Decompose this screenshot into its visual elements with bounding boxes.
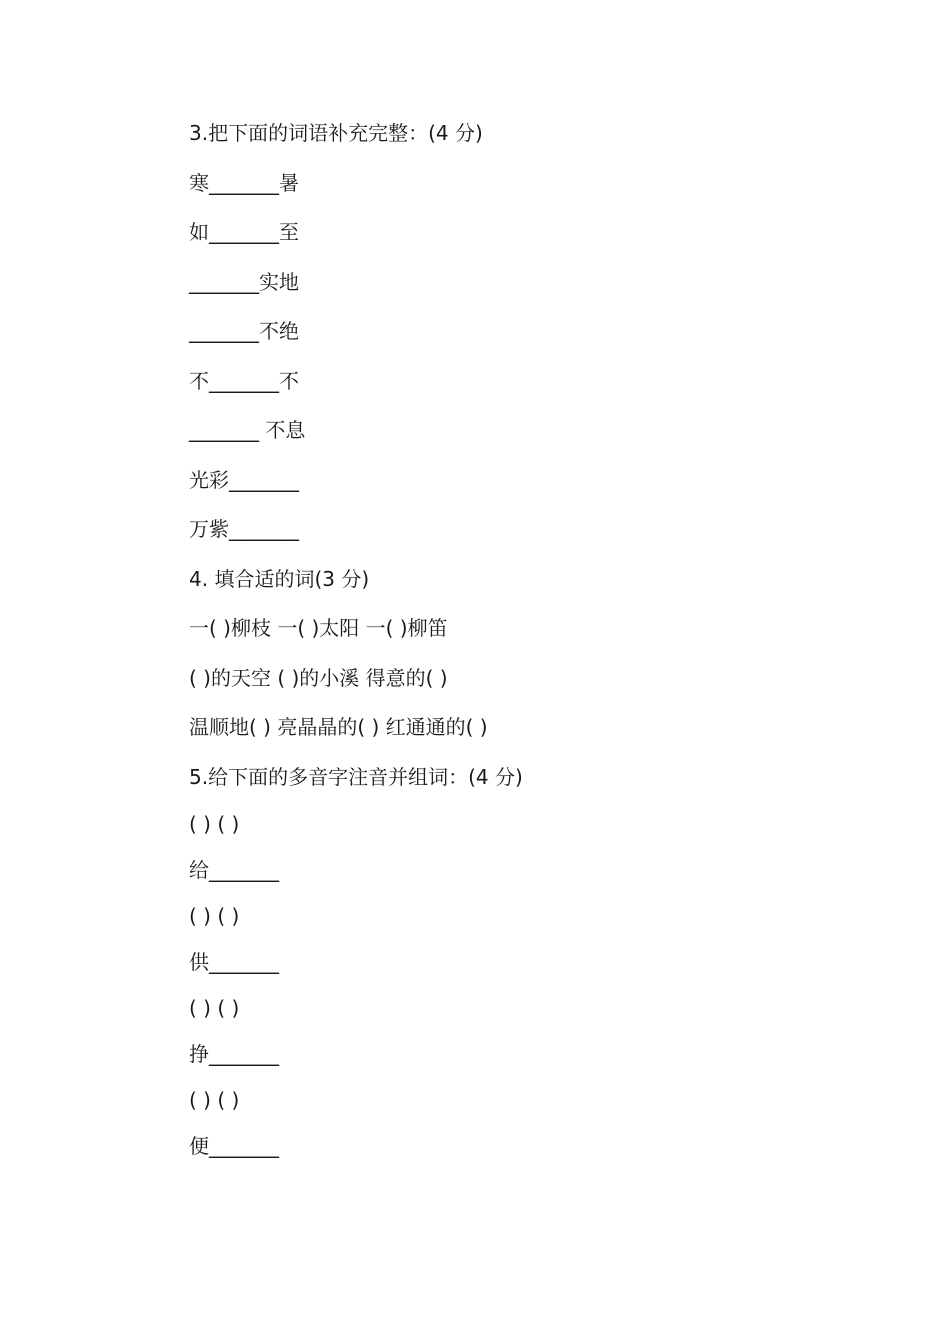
fill-item-2: 如_______至 <box>189 220 299 244</box>
question-3-heading: 3.把下面的词语补充完整：(4 分) <box>189 121 483 145</box>
polyphone-bian: 便_______ <box>189 1134 279 1158</box>
polyphone-gong: 供_______ <box>189 950 279 974</box>
fill-item-8: 万紫_______ <box>189 517 299 541</box>
adjective-row: ( )的天空 ( )的小溪 得意的( ) <box>189 665 448 690</box>
measure-word-row: 一( )柳枝 一( )太阳 一( )柳笛 <box>189 616 448 640</box>
fill-item-7: 光彩_______ <box>189 467 299 492</box>
polyphone-gei: 给_______ <box>189 858 279 882</box>
question-4-heading: 4. 填合适的词(3 分) <box>189 566 370 591</box>
pinyin-brackets-1: ( ) ( ) <box>189 812 240 836</box>
pinyin-brackets-2: ( ) ( ) <box>189 904 240 928</box>
fill-item-4: _______不绝 <box>189 319 299 343</box>
question-5-heading: 5.给下面的多音字注音并组词：(4 分) <box>189 764 523 789</box>
polyphone-zheng: 挣_______ <box>189 1042 279 1066</box>
fill-item-1: 寒_______暑 <box>189 170 299 195</box>
adverb-row: 温顺地( ) 亮晶晶的( ) 红通通的( ) <box>189 715 488 739</box>
fill-item-5: 不_______不 <box>189 368 299 393</box>
fill-item-3: _______实地 <box>189 269 299 294</box>
pinyin-brackets-4: ( ) ( ) <box>189 1088 240 1112</box>
fill-item-6: _______ 不息 <box>189 418 306 442</box>
pinyin-brackets-3: ( ) ( ) <box>189 996 240 1020</box>
document-page <box>189 120 869 1181</box>
